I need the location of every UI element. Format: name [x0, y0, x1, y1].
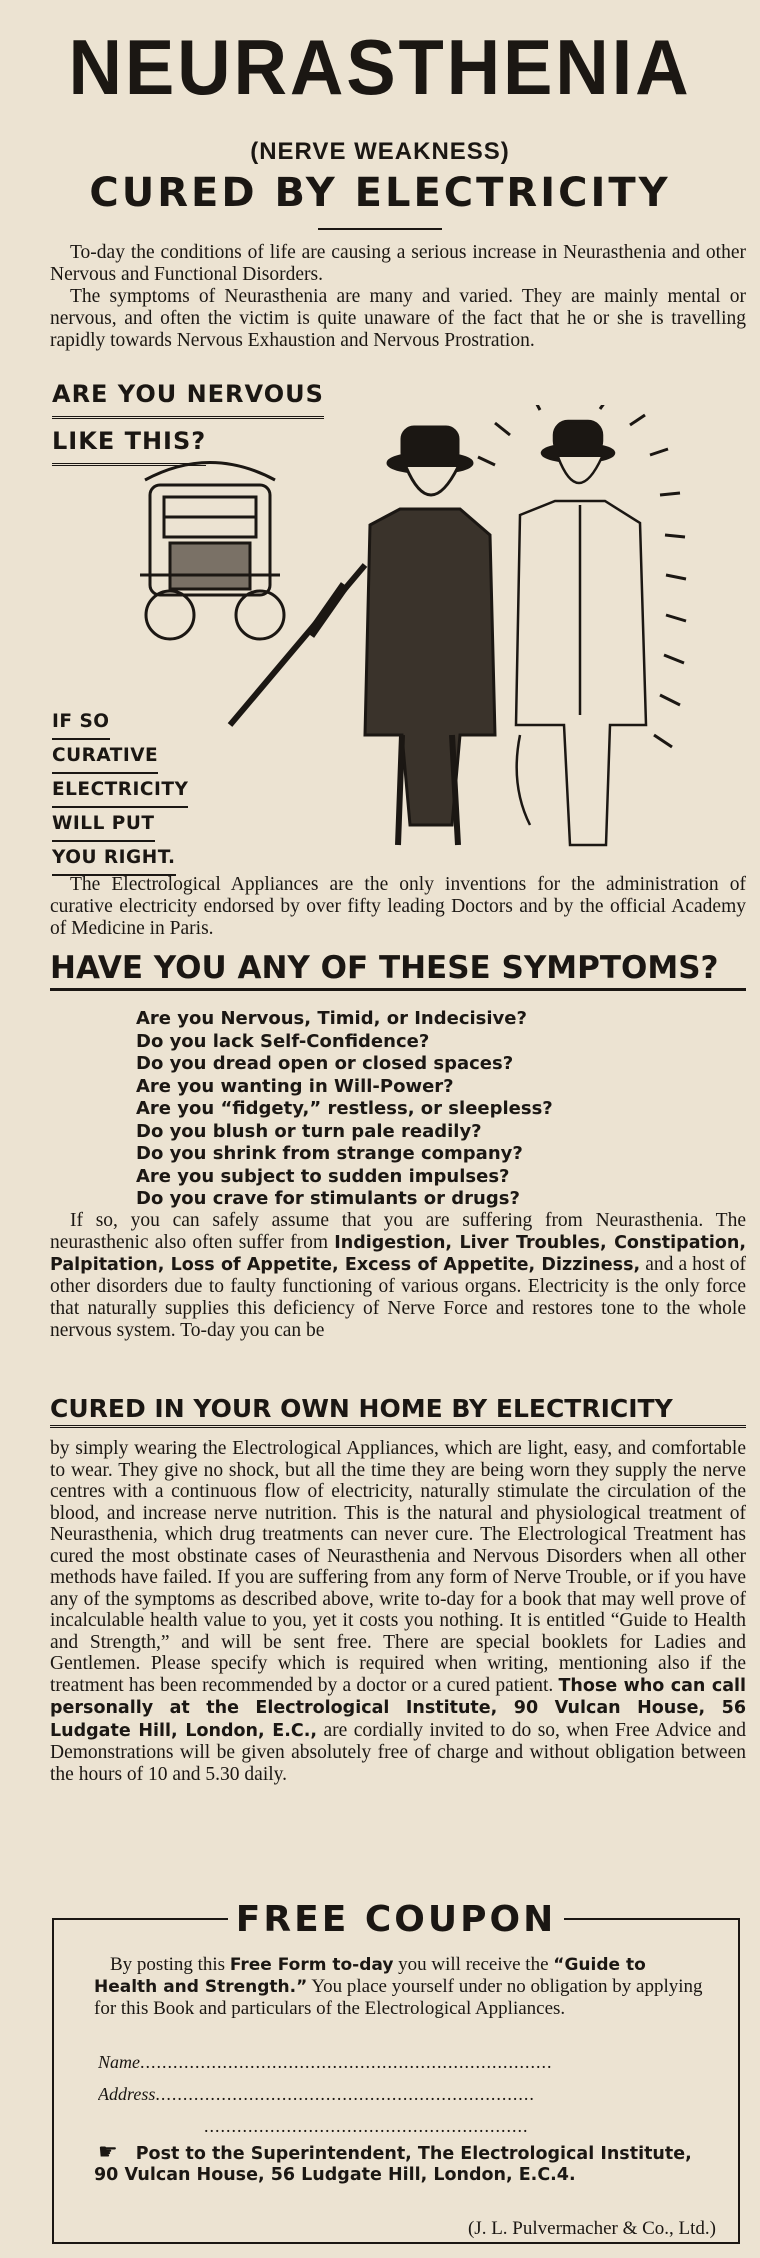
illustration-nervous-man-and-motor-car [140, 405, 750, 875]
coupon-intro: By posting this Free Form to-day you will receive the “Guide to Health and Strength.” You place yourself under no obligation by applying for this Book and particulars of the Electrological Appliances. [94, 1954, 703, 2019]
name-field[interactable]: Name........................................................................... [98, 2052, 553, 2072]
list-item: Are you “fidgety,” restless, or sleepless? [136, 1098, 553, 1119]
intro-text [50, 242, 746, 352]
home-heading: CURED IN YOUR OWN HOME BY ELECTRICITY [50, 1394, 746, 1428]
coupon-title: FREE COUPON [54, 1900, 738, 1940]
address-field[interactable]: Address..................................................................... [98, 2084, 535, 2104]
symptoms-list [136, 1008, 553, 1211]
assume-paragraph: If so, you can safely assume that you are suffering from Neurasthenia. The neurasthenic also often suffer from Indigestion, Liver Troubles, Constipation, Palpitation, Loss of Appetite, Excess of Appetite, Dizziness, and a host of other disorders due to faulty functioning of various organs. Electricity is the only force that naturally supplies this deficiency of Nerve Force and restores tone to the whole nervous system. To-day you can be [50, 1210, 747, 1341]
post-instructions: ☛ Post to the Superintendent, The Electrological Institute, 90 Vulcan House, 56 Ludgate Hill, London, E.C.4. [94, 2140, 692, 2185]
ad-title: NEURASTHENIA [68, 23, 692, 111]
list-item: Do you shrink from strange company? [136, 1143, 523, 1164]
motor-car-drawing [140, 463, 284, 640]
list-item: Are you Nervous, Timid, or Indecisive? [136, 1008, 527, 1029]
list-item: Do you lack Self-Confidence? [136, 1030, 430, 1052]
endorsement-text: The Electrological Appliances are the only inventions for the administration of curative electricity endorsed by over fifty leading Doctors and by the official Academy of Medicine in Paris. [50, 874, 746, 939]
list-item: Do you dread open or closed spaces? [136, 1053, 514, 1074]
ad-subtitle: (NERVE WEAKNESS) [250, 138, 510, 165]
ad-headline: CURED BY ELECTRICITY [89, 170, 671, 216]
calm-man-drawing [516, 421, 646, 845]
curative-caption: IF SO CURATIVE ELECTRICITY WILL PUT YOU RIGHT. [52, 706, 188, 876]
pointing-hand-icon: ☛ [98, 2140, 118, 2165]
list-item: Do you crave for stimulants or drugs? [136, 1188, 520, 1209]
intro-paragraph-1: To-day the conditions of life are causing a serious increase in Neurasthenia and other Nervous and Functional Disorders. [50, 242, 746, 285]
home-body-text: by simply wearing the Electrological Appliances, which are light, easy, and comfortable to wear. They give no shock, but all the time they are being worn they supply the nerve centres with a continuous flow of electricity, naturally stimulate the circulation of the blood, and increase nerve nutrition. This is the natural and physiological treatment of Neurasthenia, which drug treatments can never cure. The Electrological Treatment has cured the most obstinate cases of Neurasthenia and Nervous Disorders when all other methods have failed. If you are suffering from any form of Nerve Trouble, or if you have any of the symptoms as described above, write to-day for a book that may well prove of incalculable health value to you, yet it costs you nothing. It is entitled “Guide to Health and Strength,” and will be sent free. There are special booklets for Ladies and Gentlemen. Please specify which is required when writing, mentioning also if the treatment has been recommended by a doctor or a cured patient. Those who can call personally at the Electrological Institute, 90 Vulcan House, 56 Ludgate Hill, London, E.C., are cordially invited to do so, when Free Advice and Demonstrations will be given absolutely free of charge and without obligation between the hours of 10 and 5.30 daily. [50, 1438, 747, 1785]
free-coupon [52, 1899, 740, 2244]
intro-paragraph-2: The symptoms of Neurasthenia are many and varied. They are mainly mental or nervous, and often the victim is quite unaware of the fact that he or she is travelling rapidly towards Nervous Exhaustion and Nervous Prostration. [50, 286, 746, 351]
company-credit: (J. L. Pulvermacher & Co., Ltd.) [467, 2218, 716, 2239]
list-item: Are you subject to sudden impulses? [136, 1165, 510, 1187]
ailments-list: Indigestion, Liver Troubles, Constipation, Palpitation, Loss of Appetite, Excess of Appetite, Dizziness, [50, 1233, 746, 1275]
symptoms-heading: HAVE YOU ANY OF THESE SYMPTOMS? [50, 950, 746, 991]
divider-rule [318, 228, 442, 230]
institute-address: Those who can call personally at the Electrological Institute, 90 Vulcan House, 56 Ludgate Hill, London, E.C., [50, 1675, 747, 1741]
list-item: Do you blush or turn pale readily? [136, 1120, 482, 1142]
nervous-heading: ARE YOU NERVOUS LIKE THIS? [52, 372, 324, 466]
list-item: Are you wanting in Will-Power? [136, 1075, 454, 1097]
address-field-line-2[interactable]: ........................................................... [204, 2116, 529, 2136]
